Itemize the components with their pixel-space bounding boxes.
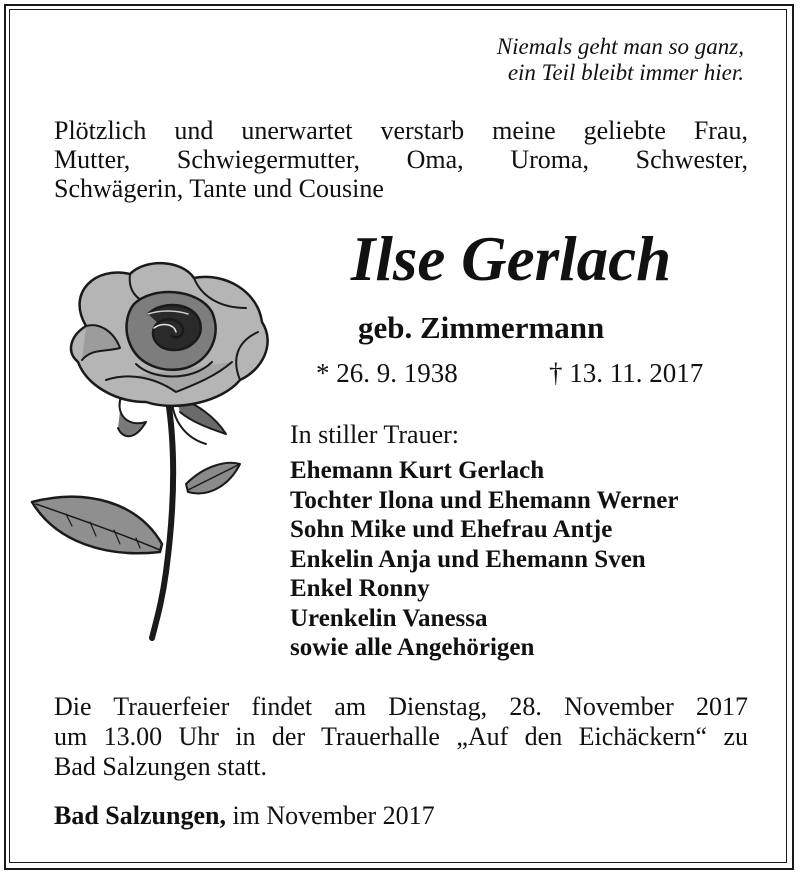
birth-name: geb. Zimmermann xyxy=(358,310,605,345)
mourner: Tochter Ilona und Ehemann Werner xyxy=(290,486,679,514)
funeral-notice xyxy=(54,692,748,782)
mourners-list xyxy=(290,456,679,663)
mourner: Enkel Ronny xyxy=(290,575,430,602)
motto xyxy=(497,34,744,86)
motto-line: ein Teil bleibt immer hier. xyxy=(507,60,744,85)
rose-icon xyxy=(26,252,276,642)
birth-date: * 26. 9. 1938 xyxy=(316,358,458,388)
motto-line: Niemals geht man so ganz, xyxy=(496,34,744,59)
mourner: sowie alle Angehörigen xyxy=(290,634,535,661)
closing-line xyxy=(54,800,435,832)
mourner: Ehemann Kurt Gerlach xyxy=(290,457,545,484)
mourner: Sohn Mike und Ehefrau Antje xyxy=(290,516,613,543)
funeral-line: Bad Salzungen statt. xyxy=(54,752,268,781)
funeral-line: um 13.00 Uhr in der Trauerhalle „Auf den Eichäckern“ zu xyxy=(54,722,748,751)
intro-line: Plötzlich und unerwartet verstarb meine geliebte Frau, xyxy=(54,116,748,145)
funeral-line: Die Trauerfeier findet am Dienstag, 28. November 2017 xyxy=(54,692,748,721)
mourner: Enkelin Anja und Ehemann Sven xyxy=(290,545,646,573)
deceased-name: Ilse Gerlach xyxy=(350,224,672,294)
intro-line: Schwägerin, Tante und Cousine xyxy=(54,174,384,203)
closing-date: im November 2017 xyxy=(232,801,435,830)
intro-line: Mutter, Schwiegermutter, Oma, Uroma, Schwester, xyxy=(54,145,748,174)
closing-place: Bad Salzungen, xyxy=(54,801,226,830)
intro-text xyxy=(54,116,748,203)
mourner: Urenkelin Vanessa xyxy=(290,604,488,632)
death-date: † 13. 11. 2017 xyxy=(549,358,704,388)
mourning-label: In stiller Trauer: xyxy=(290,420,459,449)
